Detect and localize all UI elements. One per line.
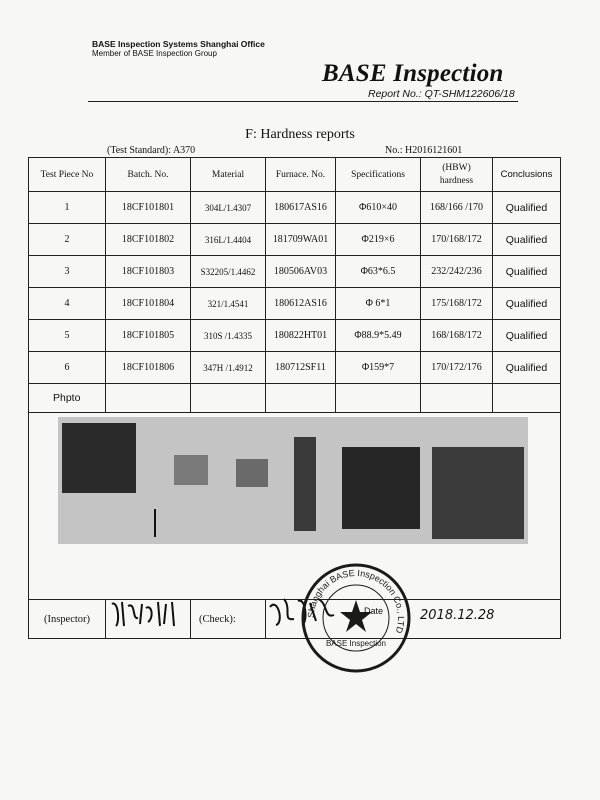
- cell-furnace: 180712SF11: [266, 352, 336, 384]
- table-row: [29, 192, 561, 224]
- cell-furnace: 180617AS16: [266, 192, 336, 224]
- cell-hardness: 232/242/236: [421, 256, 493, 288]
- cell-conclusion: Qualified: [493, 352, 561, 384]
- report-number: Report No.: QT-SHM122606/18: [368, 88, 515, 100]
- cell-furnace: 180822HT01: [266, 320, 336, 352]
- cell-conclusion: Qualified: [493, 288, 561, 320]
- cell-hardness: 170/172/176: [421, 352, 493, 384]
- specimen-block: [62, 423, 136, 493]
- specimen-block: [174, 455, 208, 485]
- cell-furnace: 180506AV03: [266, 256, 336, 288]
- specimen-block: [432, 447, 524, 539]
- handwritten-date: 2018.12.28: [420, 608, 495, 623]
- specimen-photo: [58, 417, 528, 544]
- cell-material: 316L/1.4404: [191, 224, 266, 256]
- check-label: (Check):: [191, 600, 266, 639]
- specimen-tube: [294, 437, 316, 531]
- cell-spec: Φ610×40: [336, 192, 421, 224]
- table-row: [29, 320, 561, 352]
- hbw-label: hardness: [439, 175, 474, 186]
- cell-material: 321/1.4541: [191, 288, 266, 320]
- col-header-material: Material: [191, 158, 266, 192]
- cell-hardness: 175/168/172: [421, 288, 493, 320]
- table-row: [29, 256, 561, 288]
- cell-furnace: 180612AS16: [266, 288, 336, 320]
- cell-piece: 3: [29, 256, 106, 288]
- hbw-unit: (HBW): [442, 162, 471, 173]
- specimen-marking: [154, 509, 162, 537]
- cell-hardness: 168/166 /170: [421, 192, 493, 224]
- cell-piece: 1: [29, 192, 106, 224]
- test-standard: (Test Standard): A370: [107, 145, 196, 156]
- document-number: No.: H2016121601: [385, 145, 463, 156]
- table-row: [29, 288, 561, 320]
- cell-material: 347H /1.4912: [191, 352, 266, 384]
- group-name: Member of BASE Inspection Group: [92, 49, 217, 58]
- cell-conclusion: Qualified: [493, 256, 561, 288]
- date-label: Date: [364, 606, 384, 616]
- photo-label: Phpto: [29, 384, 106, 413]
- company-stamp: [300, 562, 412, 674]
- cell-batch: 18CF101804: [106, 288, 191, 320]
- cell-batch: 18CF101801: [106, 192, 191, 224]
- col-header-furnace: Furnace. No.: [266, 158, 336, 192]
- cell-material: 304L/1.4307: [191, 192, 266, 224]
- stamp-ring-text: Shanghai BASE Inspection Co., LTD: [305, 567, 407, 635]
- cell-spec: Φ 6*1: [336, 288, 421, 320]
- hardness-table: [28, 157, 561, 639]
- cell-batch: 18CF101805: [106, 320, 191, 352]
- cell-piece: 5: [29, 320, 106, 352]
- cell-material: 310S /1.4335: [191, 320, 266, 352]
- cell-furnace: 181709WA01: [266, 224, 336, 256]
- report-title: F: Hardness reports: [245, 127, 355, 142]
- cell-piece: 2: [29, 224, 106, 256]
- cell-spec: Φ219×6: [336, 224, 421, 256]
- specimen-block: [236, 459, 268, 487]
- cell-batch: 18CF101802: [106, 224, 191, 256]
- table-row: [29, 224, 561, 256]
- cell-spec: Φ88.9*5.49: [336, 320, 421, 352]
- cell-conclusion: Qualified: [493, 192, 561, 224]
- brand-title: BASE Inspection: [322, 60, 504, 87]
- cell-piece: 6: [29, 352, 106, 384]
- col-header-hardness: [421, 158, 493, 192]
- stamp-center-text: BASE Inspection: [325, 639, 387, 648]
- cell-batch: 18CF101803: [106, 256, 191, 288]
- cell-batch: 18CF101806: [106, 352, 191, 384]
- cell-piece: 4: [29, 288, 106, 320]
- cell-spec: Φ63*6.5: [336, 256, 421, 288]
- cell-hardness: 168/168/172: [421, 320, 493, 352]
- cell-material: S32205/1.4462: [191, 256, 266, 288]
- cell-spec: Φ159*7: [336, 352, 421, 384]
- inspector-signature: [108, 596, 183, 630]
- col-header-spec: Specifications: [336, 158, 421, 192]
- table-header-row: [29, 158, 561, 192]
- stamp-star-icon: [340, 600, 372, 632]
- table-row: [29, 352, 561, 384]
- specimen-block: [342, 447, 420, 529]
- cell-conclusion: Qualified: [493, 224, 561, 256]
- inspector-label: (Inspector): [29, 600, 106, 639]
- col-header-conclusions: Conclusions: [493, 158, 561, 192]
- header-divider: [88, 101, 518, 102]
- cell-hardness: 170/168/172: [421, 224, 493, 256]
- photo-label-row: [29, 384, 561, 413]
- office-name: BASE Inspection Systems Shanghai Office: [92, 39, 265, 49]
- cell-conclusion: Qualified: [493, 320, 561, 352]
- col-header-piece: Test Piece No: [29, 158, 106, 192]
- col-header-batch: Batch. No.: [106, 158, 191, 192]
